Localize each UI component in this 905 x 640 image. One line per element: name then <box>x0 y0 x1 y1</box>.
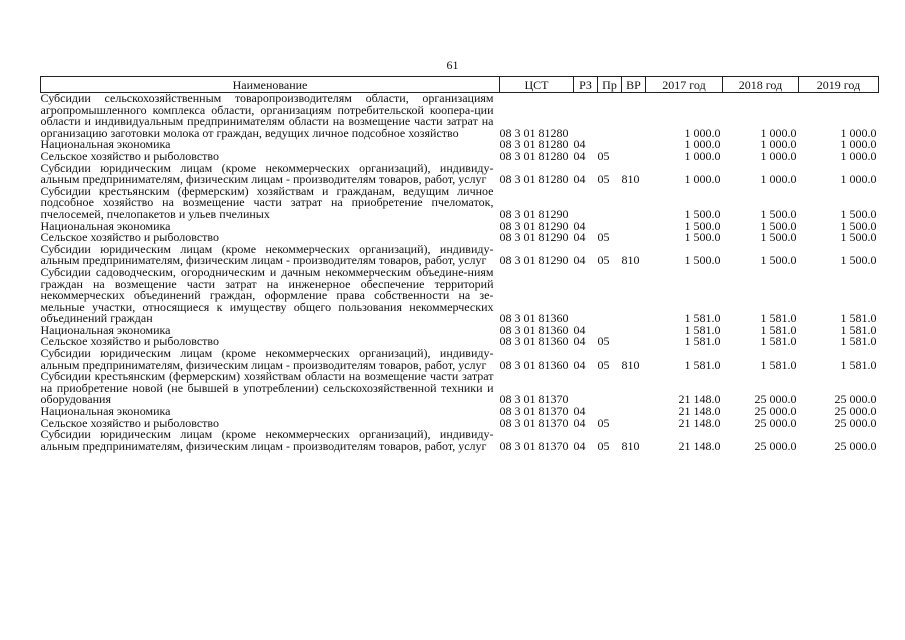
row-vr <box>622 336 646 348</box>
row-vr <box>622 93 646 140</box>
row-2017: 1 000.0 <box>684 125 721 140</box>
header-2017: 2017 год <box>646 77 723 93</box>
row-rz: 04 <box>573 148 586 163</box>
page-number: 61 <box>446 58 459 72</box>
row-2018: 25 000.0 <box>754 404 797 419</box>
header-name: Наименование <box>41 77 500 93</box>
row-vr <box>622 406 646 418</box>
row-cst: 08 3 01 81290 <box>499 253 569 268</box>
row-pr <box>598 371 622 406</box>
row-2019: 25 000.0 <box>834 404 877 419</box>
row-2018: 25 000.0 <box>754 438 797 453</box>
row-2017: 1 500.0 <box>684 206 721 221</box>
row-rz: 04 <box>573 415 586 430</box>
row-2018: 25 000.0 <box>754 415 797 430</box>
row-cst: 08 3 01 81370 <box>499 438 569 453</box>
row-2019: 1 581.0 <box>840 357 877 372</box>
row-2017: 1 500.0 <box>684 230 721 245</box>
row-cst: 08 3 01 81360 <box>499 311 569 326</box>
row-2017: 1 000.0 <box>684 137 721 152</box>
row-vr: 810 <box>621 253 640 268</box>
row-cst: 08 3 01 81290 <box>499 206 569 221</box>
row-name: Национальная экономика <box>40 322 171 337</box>
row-rz: 04 <box>573 357 586 372</box>
row-2017: 21 148.0 <box>678 415 721 430</box>
row-2017: 1 000.0 <box>684 172 721 187</box>
row-rz: 04 <box>573 334 586 349</box>
row-2018: 25 000.0 <box>754 392 797 407</box>
row-pr <box>598 267 622 325</box>
row-vr <box>622 151 646 163</box>
row-name: Национальная экономика <box>40 218 171 233</box>
header-vr: ВР <box>622 77 646 93</box>
row-2018: 1 000.0 <box>760 172 797 187</box>
row-2017: 1 500.0 <box>684 218 721 233</box>
row-name: Национальная экономика <box>40 137 171 152</box>
header-cst: ЦСТ <box>500 77 574 93</box>
row-2018: 1 000.0 <box>760 148 797 163</box>
row-pr <box>598 93 622 140</box>
row-cst: 08 3 01 81280 <box>499 148 569 163</box>
row-2018: 1 500.0 <box>760 206 797 221</box>
row-pr: 05 <box>597 230 610 245</box>
row-2019: 1 500.0 <box>840 230 877 245</box>
table-row <box>41 348 879 371</box>
row-2017: 1 500.0 <box>684 253 721 268</box>
row-vr <box>622 221 646 233</box>
row-rz: 04 <box>573 230 586 245</box>
row-2019: 1 000.0 <box>840 172 877 187</box>
row-vr: 810 <box>621 438 640 453</box>
row-cst: 08 3 01 81370 <box>499 404 569 419</box>
row-2018: 1 000.0 <box>760 125 797 140</box>
row-2019: 1 500.0 <box>840 218 877 233</box>
row-2019: 25 000.0 <box>834 392 877 407</box>
row-vr: 810 <box>621 357 640 372</box>
row-2017: 21 148.0 <box>678 404 721 419</box>
row-pr <box>598 186 622 221</box>
row-cst: 08 3 01 81290 <box>499 218 569 233</box>
row-rz <box>574 267 598 325</box>
table-row <box>41 93 879 140</box>
row-rz <box>574 371 598 406</box>
row-2018: 1 500.0 <box>760 230 797 245</box>
row-rz: 04 <box>573 137 586 152</box>
row-pr: 05 <box>597 415 610 430</box>
row-name: Субсидии крестьянским (фермерским) хозяйствам области на возмещение части затрат на приобретение новой (не бывшей в употреблении) сельскохозяйственной техники и оборудования <box>40 369 494 407</box>
row-2017: 1 581.0 <box>684 334 721 349</box>
row-rz: 04 <box>573 218 586 233</box>
row-rz <box>574 186 598 221</box>
row-cst: 08 3 01 81280 <box>499 172 569 187</box>
table-row <box>41 163 879 186</box>
row-name: Сельское хозяйство и рыболовство <box>40 230 220 245</box>
row-2017: 21 148.0 <box>678 392 721 407</box>
row-vr: 810 <box>621 172 640 187</box>
row-cst: 08 3 01 81280 <box>499 137 569 152</box>
row-2019: 1 581.0 <box>840 311 877 326</box>
row-2018: 1 581.0 <box>760 334 797 349</box>
row-2018: 1 000.0 <box>760 137 797 152</box>
row-name: Национальная экономика <box>40 404 171 419</box>
row-cst: 08 3 01 81290 <box>499 230 569 245</box>
row-2018: 1 500.0 <box>760 218 797 233</box>
header-pr: Пр <box>598 77 622 93</box>
table-row <box>41 267 879 325</box>
row-name: Субсидии юридическим лицам (кроме некоммерческих организаций), индивиду-альным предпринимателям, физическим лицам - производителям товаров, работ, услуг <box>40 427 494 453</box>
row-2018: 1 500.0 <box>760 253 797 268</box>
row-2017: 1 581.0 <box>684 357 721 372</box>
row-name: Субсидии садоводческим, огородническим и дачным некоммерческим объедине-ниям граждан на возмещение части затрат на инженерное обеспечение территорий некоммерческих объединений граждан, оформление права собственности на зе-мельные участки, относящиеся к имуществу общего пользования некоммерческих объединений граждан <box>40 264 494 326</box>
row-2019: 1 500.0 <box>840 253 877 268</box>
table-row <box>41 371 879 406</box>
row-pr: 05 <box>597 357 610 372</box>
row-rz: 04 <box>573 253 586 268</box>
row-pr: 05 <box>597 148 610 163</box>
row-2019: 1 500.0 <box>840 206 877 221</box>
row-2019: 1 581.0 <box>840 334 877 349</box>
row-vr <box>622 267 646 325</box>
row-cst: 08 3 01 81360 <box>499 357 569 372</box>
row-2017: 1 581.0 <box>684 311 721 326</box>
header-rz: РЗ <box>574 77 598 93</box>
row-name: Субсидии крестьянским (фермерским) хозяйствам и гражданам, ведущим личное подсобное хозяйство на возмещение части затрат на приобретение пчеломаток, пчелосемей, пчелопакетов и ульев пчелиных <box>40 183 494 221</box>
header-2018: 2018 год <box>723 77 799 93</box>
row-rz: 04 <box>573 322 586 337</box>
row-2017: 1 581.0 <box>684 322 721 337</box>
row-name: Сельское хозяйство и рыболовство <box>40 148 220 163</box>
row-pr: 05 <box>597 172 610 187</box>
row-rz <box>574 93 598 140</box>
budget-table <box>40 76 879 452</box>
row-name: Субсидии юридическим лицам (кроме некоммерческих организаций), индивиду-альным предпринимателям, физическим лицам - производителям товаров, работ, услуг <box>40 160 494 187</box>
table-row <box>41 244 879 267</box>
table-row <box>41 186 879 221</box>
row-vr <box>622 418 646 430</box>
row-2019: 1 000.0 <box>840 137 877 152</box>
row-vr <box>622 325 646 337</box>
row-vr <box>622 371 646 406</box>
row-name: Сельское хозяйство и рыболовство <box>40 415 220 430</box>
row-2019: 1 000.0 <box>840 148 877 163</box>
row-vr <box>622 139 646 151</box>
row-cst: 08 3 01 81370 <box>499 415 569 430</box>
row-pr: 05 <box>597 253 610 268</box>
row-2019: 1 581.0 <box>840 322 877 337</box>
row-2019: 25 000.0 <box>834 438 877 453</box>
row-cst: 08 3 01 81360 <box>499 322 569 337</box>
row-name: Субсидии юридическим лицам (кроме некоммерческих организаций), индивиду-альным предпринимателям, физическим лицам - производителям товаров, работ, услуг <box>40 346 494 372</box>
row-name: Субсидии сельскохозяйственным товаропроизводителям области, организациям агропромышленного комплекса области, организациям потребительской коопера-ции области и индивидуальным предпринимателям области на возмещение части затрат на организацию заготовки молока от граждан, ведущих личное подсобное хозяйство <box>40 91 494 140</box>
table-row <box>41 429 879 452</box>
row-pr: 05 <box>597 438 610 453</box>
row-cst: 08 3 01 81370 <box>499 392 569 407</box>
row-2017: 21 148.0 <box>678 438 721 453</box>
row-2018: 1 581.0 <box>760 322 797 337</box>
row-vr <box>622 186 646 221</box>
row-2019: 1 000.0 <box>840 125 877 140</box>
row-name: Субсидии юридическим лицам (кроме некоммерческих организаций), индивиду-альным предпринимателям, физическим лицам - производителям товаров, работ, услуг <box>40 241 494 268</box>
row-vr <box>622 232 646 244</box>
header-2019: 2019 год <box>799 77 879 93</box>
row-pr: 05 <box>597 334 610 349</box>
row-2019: 25 000.0 <box>834 415 877 430</box>
row-rz: 04 <box>573 438 586 453</box>
row-cst: 08 3 01 81280 <box>499 125 569 140</box>
row-cst: 08 3 01 81360 <box>499 334 569 349</box>
row-2018: 1 581.0 <box>760 311 797 326</box>
row-2018: 1 581.0 <box>760 357 797 372</box>
row-2017: 1 000.0 <box>684 148 721 163</box>
row-name: Сельское хозяйство и рыболовство <box>40 334 220 349</box>
row-rz: 04 <box>573 172 586 187</box>
row-rz: 04 <box>573 404 586 419</box>
